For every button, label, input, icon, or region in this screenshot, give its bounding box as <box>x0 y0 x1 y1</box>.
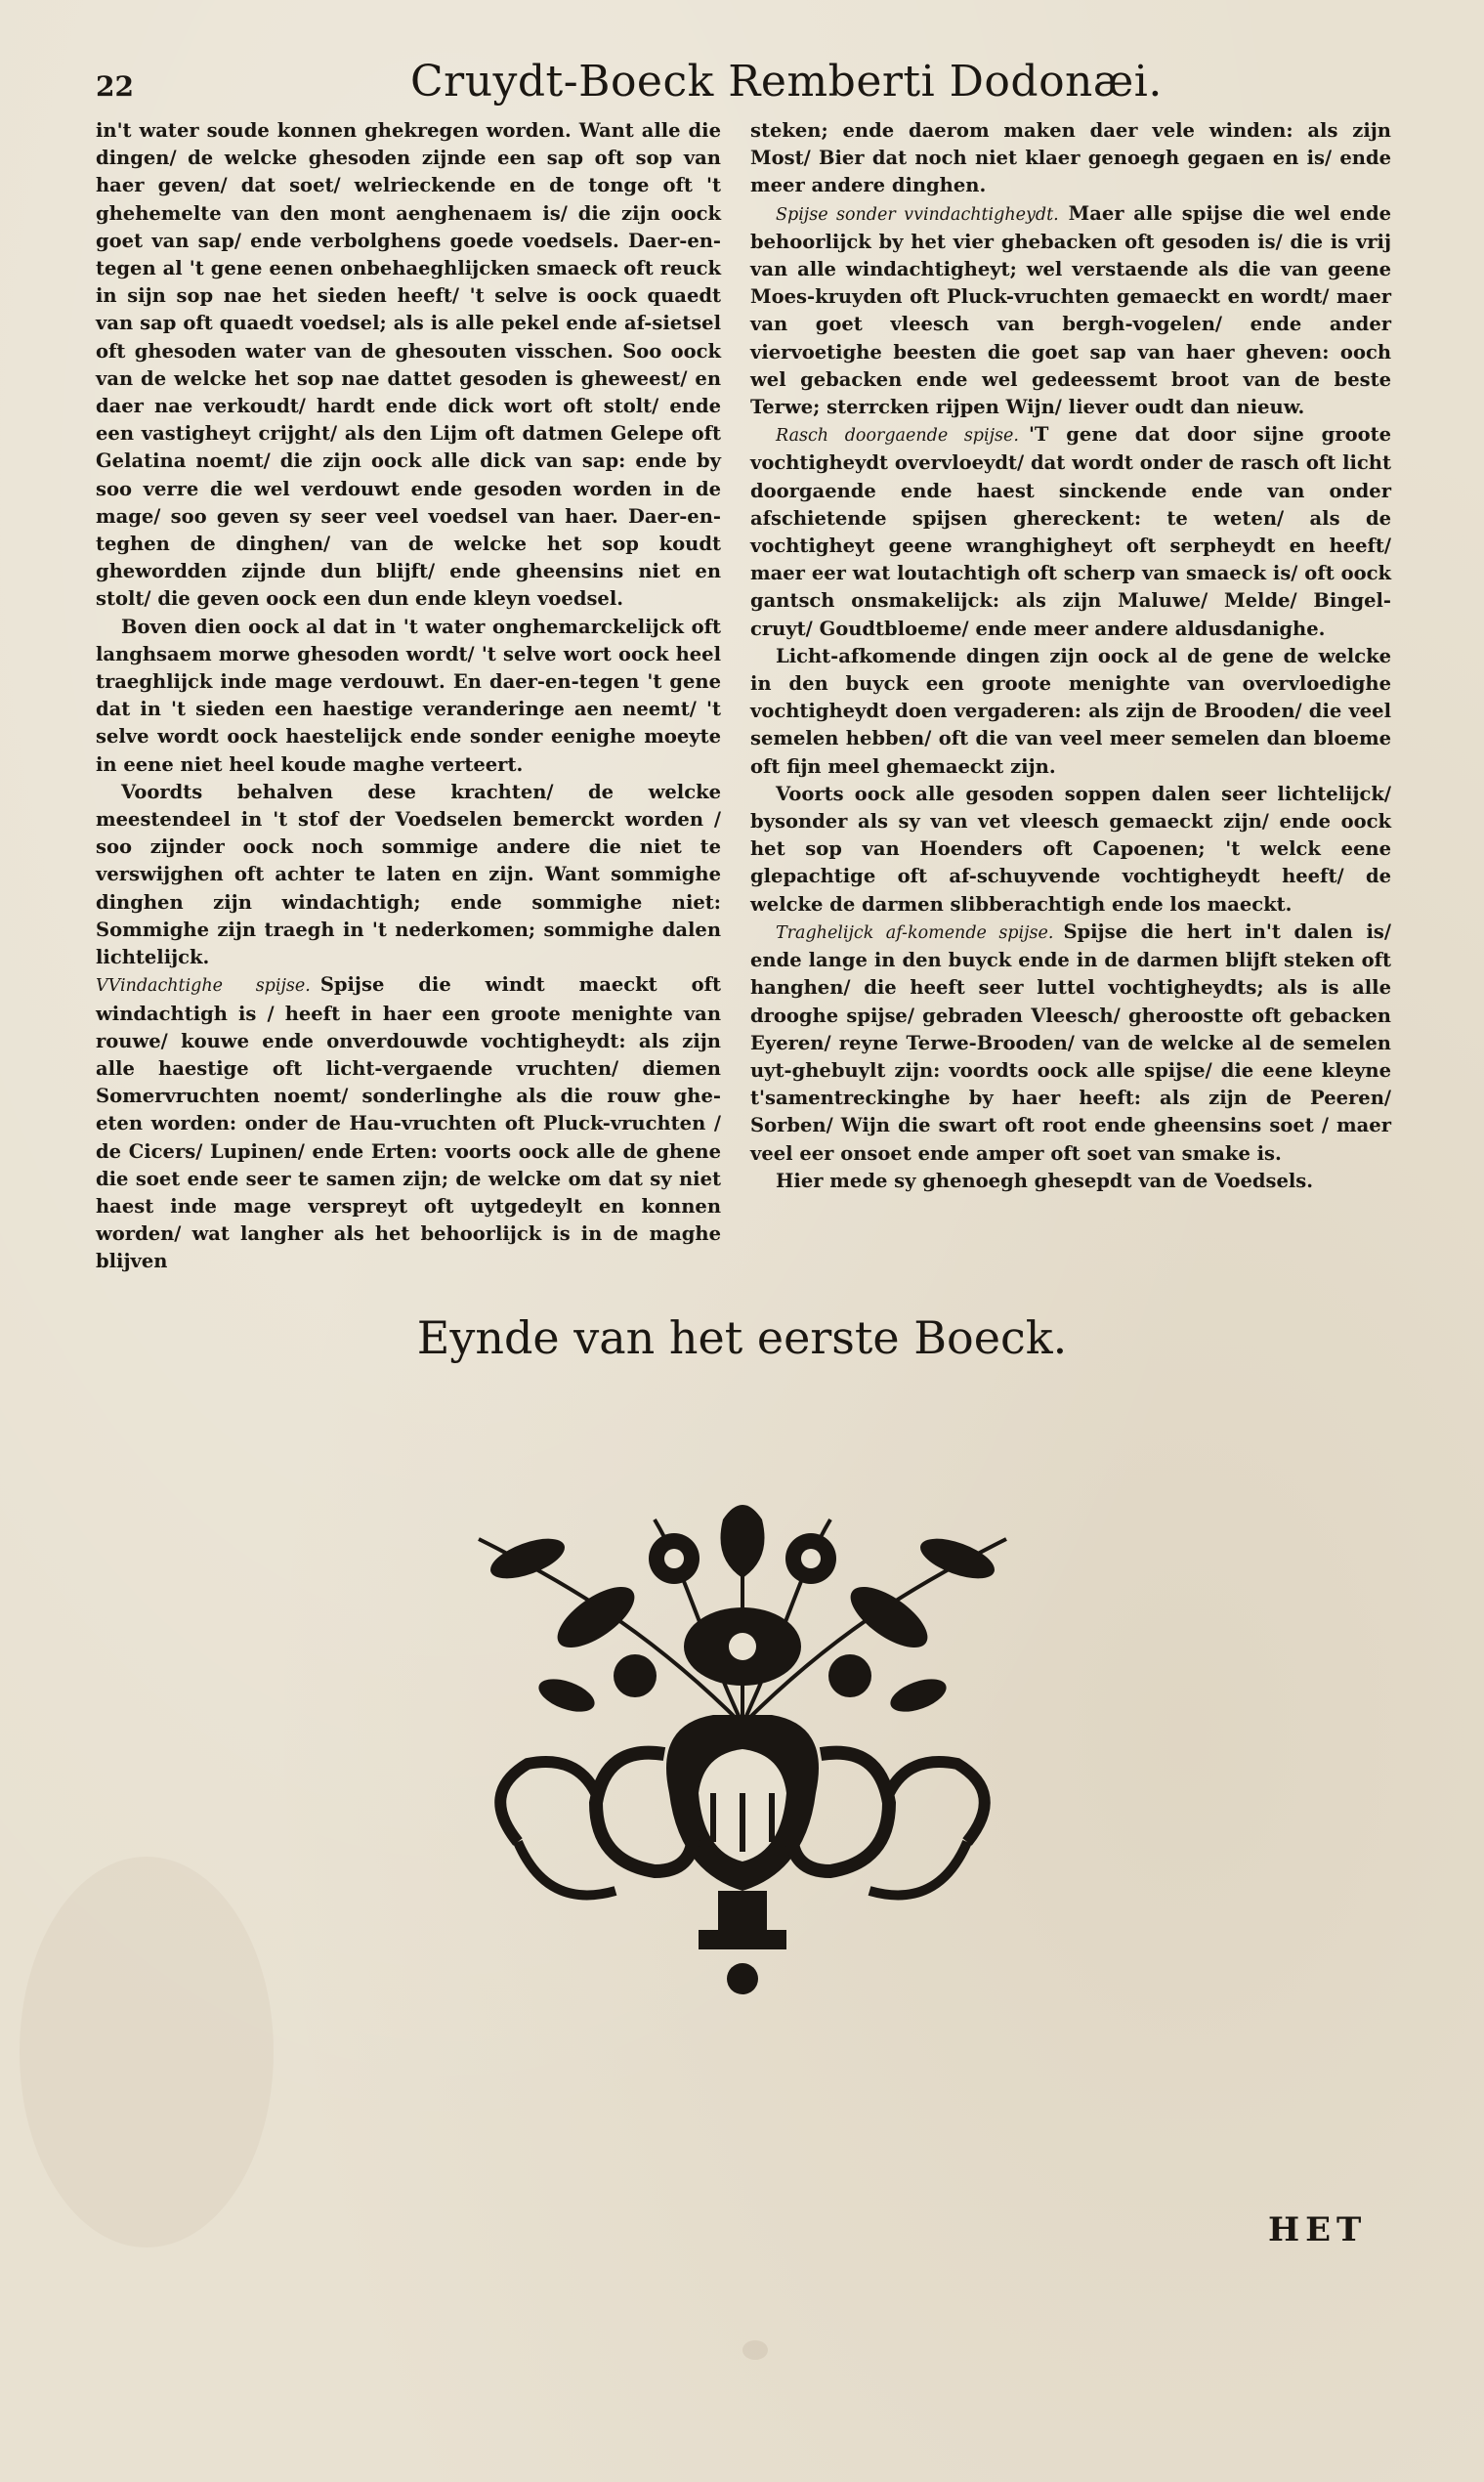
page-number: 22 <box>96 70 134 103</box>
paragraph: Spijse sonder vvindachtigheydt. Maer alle spijse die wel ende behoorlijck by het vier ghebacken oft gesoden is/ die is vrij van alle windachtigheyt; wel verstaende als die van geene Moes-kruyden oft Pluck-vruchten gemaeckt en wordt/ maer van goet vleesch van bergh-vogelen/ ende ander viervoetighe beesten die goet sap van haer gheven: ooch wel gebacken ende wel gedeessemt broot van de beste Terwe; sterrcken rijpen Wijn/ liever oudt dan nieuw. <box>750 201 1391 419</box>
marginal-note: Traghelijck af-komende spijse. <box>776 922 1054 943</box>
flower-vase-ornament-icon <box>459 1500 1026 2008</box>
marginal-note: Spijse sonder vvindachtigheydt. <box>776 204 1059 225</box>
paragraph: in't water soude konnen ghekregen worden. Want alle die dingen/ de welcke ghesoden zijnde een sap oft sop van haer geven/ dat soet/ welrieckende en de tonge oft 't ghehemelte van den mont aenghenaem is/ die zijn oock goet van sap/ ende verbolghens goede voedsels. Daer-en-tegen al 't gene eenen onbehaeghlijcken smaeck oft reuck in sijn sop nae het sieden heeft/ 't selve is oock quaedt van sap oft quaedt voedsel; als is alle pekel ende af-sietsel oft ghesoden water van de ghesouten visschen. Soo oock van de welcke het sop nae dattet gesoden is gheweest/ en daer nae verkoudt/ hardt ende dick wort oft stolt/ ende een vastigheyt crijght/ als den Lijm oft datmen Gelepe oft Gelatina noemt/ die zijn oock alle dick van sap: ende by soo verre die wel verdouwt ende gesoden worden in de mage/ soo geven sy seer veel voedsel van haer. Daer-en-teghen de dinghen/ van de welcke het sop koudt ghewordden zijnde dun blijft/ ende gheensins niet en stolt/ die geven oock een dun ende kleyn voedsel. <box>96 119 721 611</box>
paragraph: steken; ende daerom maken daer vele winden: als zijn Most/ Bier dat noch niet klaer genoegh gegaen en is/ ende meer andere dinghen. <box>750 119 1391 197</box>
paragraph: VVindachtighe spijse. Spijse die windt maeckt oft windachtigh is / heeft in haer een groote menighte van rouwe/ kouwe ende onverdouwde vochtigheydt: als zijn alle haestige oft licht-vergaende vruchten/ diemen Somervruchten noemt/ sonderlinghe als die rouw ghe-eten worden: onder de Hau-vruchten oft Pluck-vruchten / de Cicers/ Lupinen/ ende Erten: voorts oock alle de ghene die soet ende seer te samen zijn; de welcke om dat sy niet haest inde mage verspreyt oft uytgedeylt en konnen worden/ wat langher als het behoorlijck is in de maghe blijven <box>96 973 722 1273</box>
catchword: HET <box>1268 2210 1368 2249</box>
paragraph: Boven dien oock al dat in 't water onghemarckelijck oft langhsaem morwe ghesoden wordt/ 't selve wort oock heel traeghlijck inde mage verdouwt. En daer-en-tegen 't gene dat in 't sieden een haestige veranderinge aen neemt/ 't selve wordt oock haestelijck ende sonder eenighe moeyte in eene niet heel koude maghe verteert. <box>96 615 721 776</box>
paper-stain <box>20 1857 274 2247</box>
left-column <box>96 117 721 1276</box>
paragraph: Licht-afkomende dingen zijn oock al de gene de welcke in den buyck een groote menighte van overvloedighe vochtigheydt doen vergaderen: als zijn de Brooden/ die veel semelen hebben/ oft die van veel meer semelen dan bloeme oft fijn meel ghemaeckt zijn. <box>750 644 1391 778</box>
paragraph: Voorts oock alle gesoden soppen dalen seer lichtelijck/ bysonder als sy van vet vleesch gemaeckt zijn/ ende oock het sop van Hoenders oft Capoenen; 't welck eene glepachtige oft af-schuyvende vochtigheydt heeft/ de welcke de darmen slibberachtigh ende los maeckt. <box>750 782 1391 916</box>
marginal-note: Rasch doorgaende spijse. <box>776 426 1019 447</box>
running-title: Cruydt-Boeck Remberti Dodonæi. <box>410 57 1163 107</box>
marginal-note: VVindachtighe spijse. <box>96 976 311 997</box>
right-column <box>750 117 1391 1195</box>
paper-stain <box>742 2340 768 2360</box>
paragraph: Rasch doorgaende spijse. 'T gene dat door sijne groote vochtigheydt overvloeydt/ dat wordt onder de rasch oft licht doorgaende ende haest sinckende ende van onder afschietende spijsen ghereckent: te weten/ als de vochtigheyt geene wranghigheyt oft serpheydt en heeft/ maer eer wat loutachtigh oft scherp van smaeck is/ oft oock gantsch onsmakelijck: als zijn Maluwe/ Melde/ Bingel-cruyt/ Goudtbloeme/ ende meer andere aldusdanighe. <box>750 423 1391 640</box>
paragraph: Voordts behalven dese krachten/ de welcke meestendeel in 't stof der Voedselen bemerckt worden / soo zijnder oock noch sommige andere die niet te verswijghen oft achter te laten en zijn. Want sommighe dinghen zijn windachtigh; ende sommighe niet: Sommighe zijn traegh in 't nederkomen; sommighe dalen lichtelijck. <box>96 780 721 969</box>
paragraph: Traghelijck af-komende spijse. Spijse die hert in't dalen is/ ende lange in den buyck ende in de darmen blijft steken oft hanghen/ die heeft seer luttel vochtigheydts; als is alle drooghe spijse/ gebraden Vleesch/ gheroostte oft gebacken Eyeren/ reyne Terwe-Brooden/ van de welcke al de semelen uyt-ghebuylt zijn: voordts oock alle spijse/ die eene kleyne t'samentreckinghe by haer heeft: als zijn de Peeren/ Sorben/ Wijn die swart oft root ende gheensins soet / maer veel eer onsoet ende amper oft soet van smake is. <box>750 920 1391 1165</box>
paragraph: Hier mede sy ghenoegh ghesepdt van de Voedsels. <box>776 1169 1314 1192</box>
end-of-book-title: Eynde van het eerste Boeck. <box>416 1311 1068 1364</box>
